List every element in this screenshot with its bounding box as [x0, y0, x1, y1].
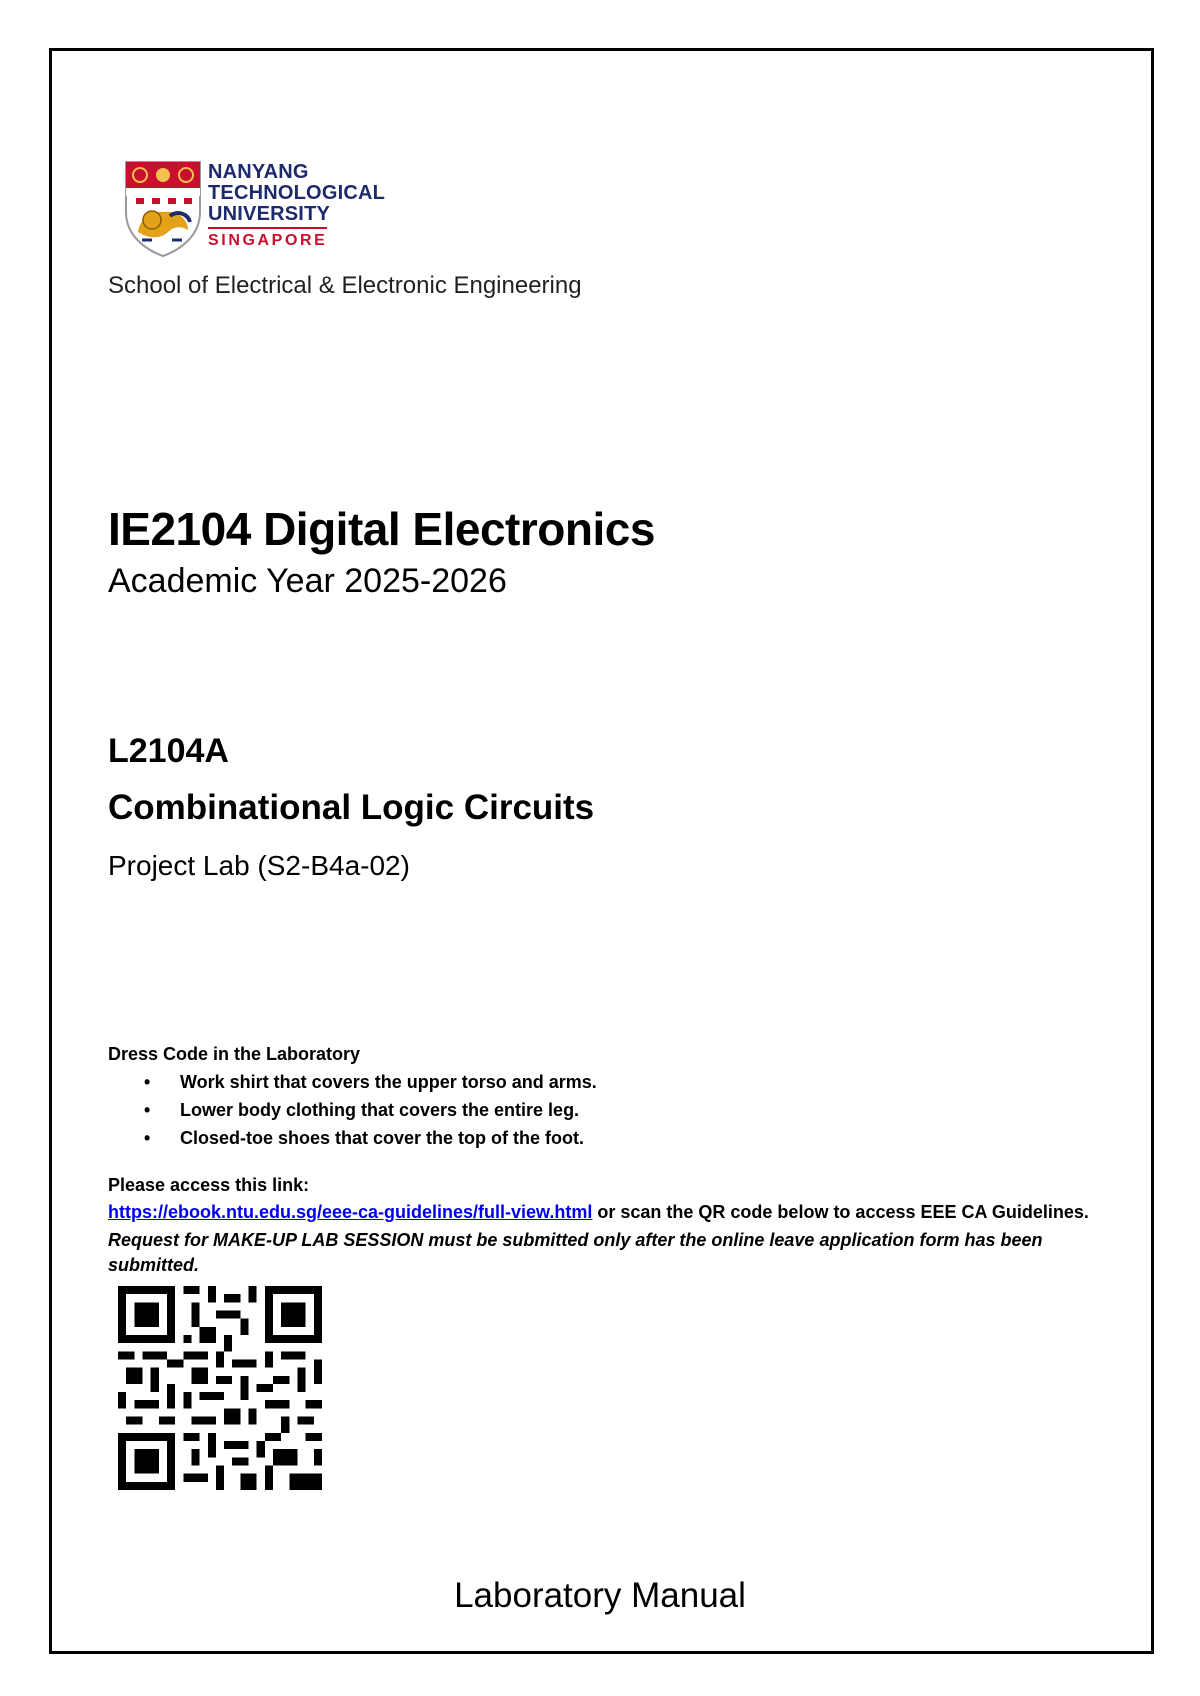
logo-name-line4: SINGAPORE: [208, 227, 327, 253]
access-link-suffix: or scan the QR code below to access EEE CA Guidelines.: [592, 1202, 1089, 1222]
ntu-logo: [122, 160, 402, 260]
makeup-note: Request for MAKE-UP LAB SESSION must be submitted only after the online leave application form has been submitted.: [108, 1230, 1043, 1275]
dress-code-item: • Closed-toe shoes that cover the top of the foot.: [108, 1124, 597, 1152]
document-type-title: Laboratory Manual: [454, 1576, 746, 1615]
lab-code: L2104A: [108, 732, 229, 770]
dress-code-heading: Dress Code in the Laboratory: [108, 1044, 361, 1064]
ntu-crest-icon: [122, 160, 206, 258]
logo-name-line3: UNIVERSITY: [208, 203, 331, 225]
dress-code-list: [108, 1068, 597, 1152]
lab-title: Combinational Logic Circuits: [108, 788, 595, 827]
dress-code-item: • Lower body clothing that covers the entire leg.: [108, 1096, 597, 1124]
academic-year: Academic Year 2025-2026: [108, 562, 507, 600]
logo-name-line2: TECHNOLOGICAL: [208, 182, 386, 204]
qr-code-icon[interactable]: [118, 1286, 322, 1490]
access-line: [108, 1202, 1089, 1223]
lab-location: Project Lab (S2-B4a-02): [108, 850, 410, 881]
access-heading: Please access this link:: [108, 1175, 310, 1195]
guidelines-link[interactable]: https://ebook.ntu.edu.sg/eee-ca-guidelines/full-view.html: [108, 1202, 593, 1222]
logo-name-line1: NANYANG: [208, 161, 309, 183]
dress-code-item: • Work shirt that covers the upper torso and arms.: [108, 1068, 597, 1096]
course-title: IE2104 Digital Electronics: [108, 503, 655, 555]
school-name: School of Electrical & Electronic Engineering: [108, 272, 582, 299]
